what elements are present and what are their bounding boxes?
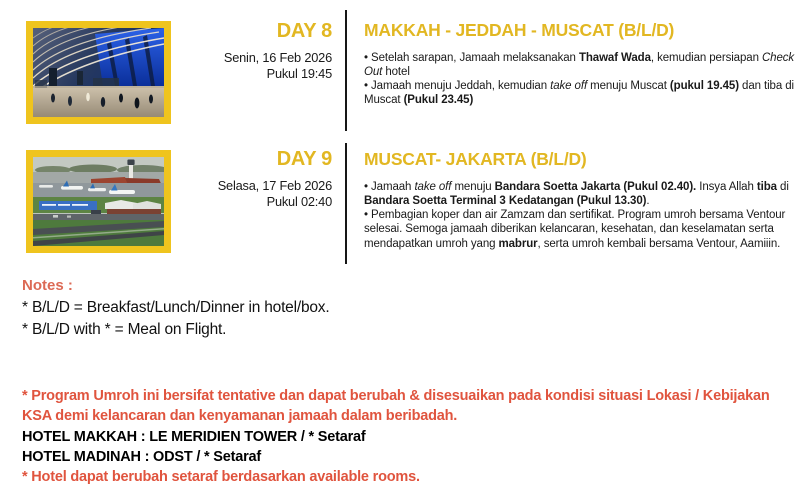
itinerary-paragraph: • Setelah sarapan, Jamaah melaksanakan Thawaf Wada, kemudian persiapan Check Out hotel xyxy=(364,52,795,79)
program-disclaimer: * Program Umroh ini bersifat tentative dan dapat berubah & disesuaikan pada kondisi situasi Lokasi / Kebijakan KSA demi kelancaran dan kenyamanan jamaah dalam beribadah. xyxy=(22,388,770,425)
day9-photo xyxy=(26,150,171,253)
notes-heading: Notes : xyxy=(22,277,73,294)
day8-content xyxy=(364,20,796,108)
day9-title: MUSCAT- JAKARTA (B/L/D) xyxy=(364,149,587,169)
itinerary-paragraph: • Pembagian koper dan air Zamzam dan sertifikat. Program umroh bersama Ventour selesai. Semoga jamaah diberikan kelancaran, kesehatan, dan keselamatan serta mendapatkan umroh yang mabrur, serta umroh kembali bersama Ventour, Aamiiin. xyxy=(364,209,786,250)
itinerary-paragraph: • Jamaah take off menuju Bandara Soetta Jakarta (Pukul 02.40). Insya Allah tiba di Bandara Soetta Terminal 3 Kedatangan (Pukul 13.30). xyxy=(364,181,789,208)
day8-date: Senin, 16 Feb 2026 xyxy=(223,50,332,65)
day9-divider xyxy=(345,143,347,264)
day8-divider xyxy=(345,10,347,131)
day9-meta xyxy=(168,148,332,211)
hotel-madinah-line: HOTEL MADINAH : ODST / * Setaraf xyxy=(22,448,262,465)
footer-section xyxy=(22,386,770,487)
airport-terminal-interior-photo xyxy=(33,28,164,117)
day8-photo xyxy=(26,21,171,124)
day8-description xyxy=(364,51,796,108)
day9-date: Selasa, 17 Feb 2026 xyxy=(217,178,332,193)
itinerary-paragraph: • Jamaah menuju Jeddah, kemudian take off menuju Muscat (pukul 19.45) dan tiba di Muscat (Pukul 23.45) xyxy=(364,80,794,107)
notes-line-meal-on-flight: * B/L/D with * = Meal on Flight. xyxy=(22,321,227,339)
day8-title: MAKKAH - JEDDAH - MUSCAT (B/L/D) xyxy=(364,20,675,40)
day9-time: Pukul 02:40 xyxy=(266,194,332,210)
day8-time: Pukul 19:45 xyxy=(266,66,332,82)
airport-aerial-photo xyxy=(33,157,164,246)
day8-meta xyxy=(168,20,332,83)
hotel-makkah-line: HOTEL MAKKAH : LE MERIDIEN TOWER / * Setaraf xyxy=(22,428,366,445)
day9-label: DAY 9 xyxy=(276,148,332,170)
notes-line-bld: * B/L/D = Breakfast/Lunch/Dinner in hotel/box. xyxy=(22,299,330,316)
day9-description xyxy=(364,180,796,251)
notes-section xyxy=(22,277,442,341)
hotel-disclaimer: * Hotel dapat berubah setaraf berdasarkan available rooms. xyxy=(22,469,420,486)
day8-label: DAY 8 xyxy=(276,20,332,42)
day9-content xyxy=(364,149,796,251)
